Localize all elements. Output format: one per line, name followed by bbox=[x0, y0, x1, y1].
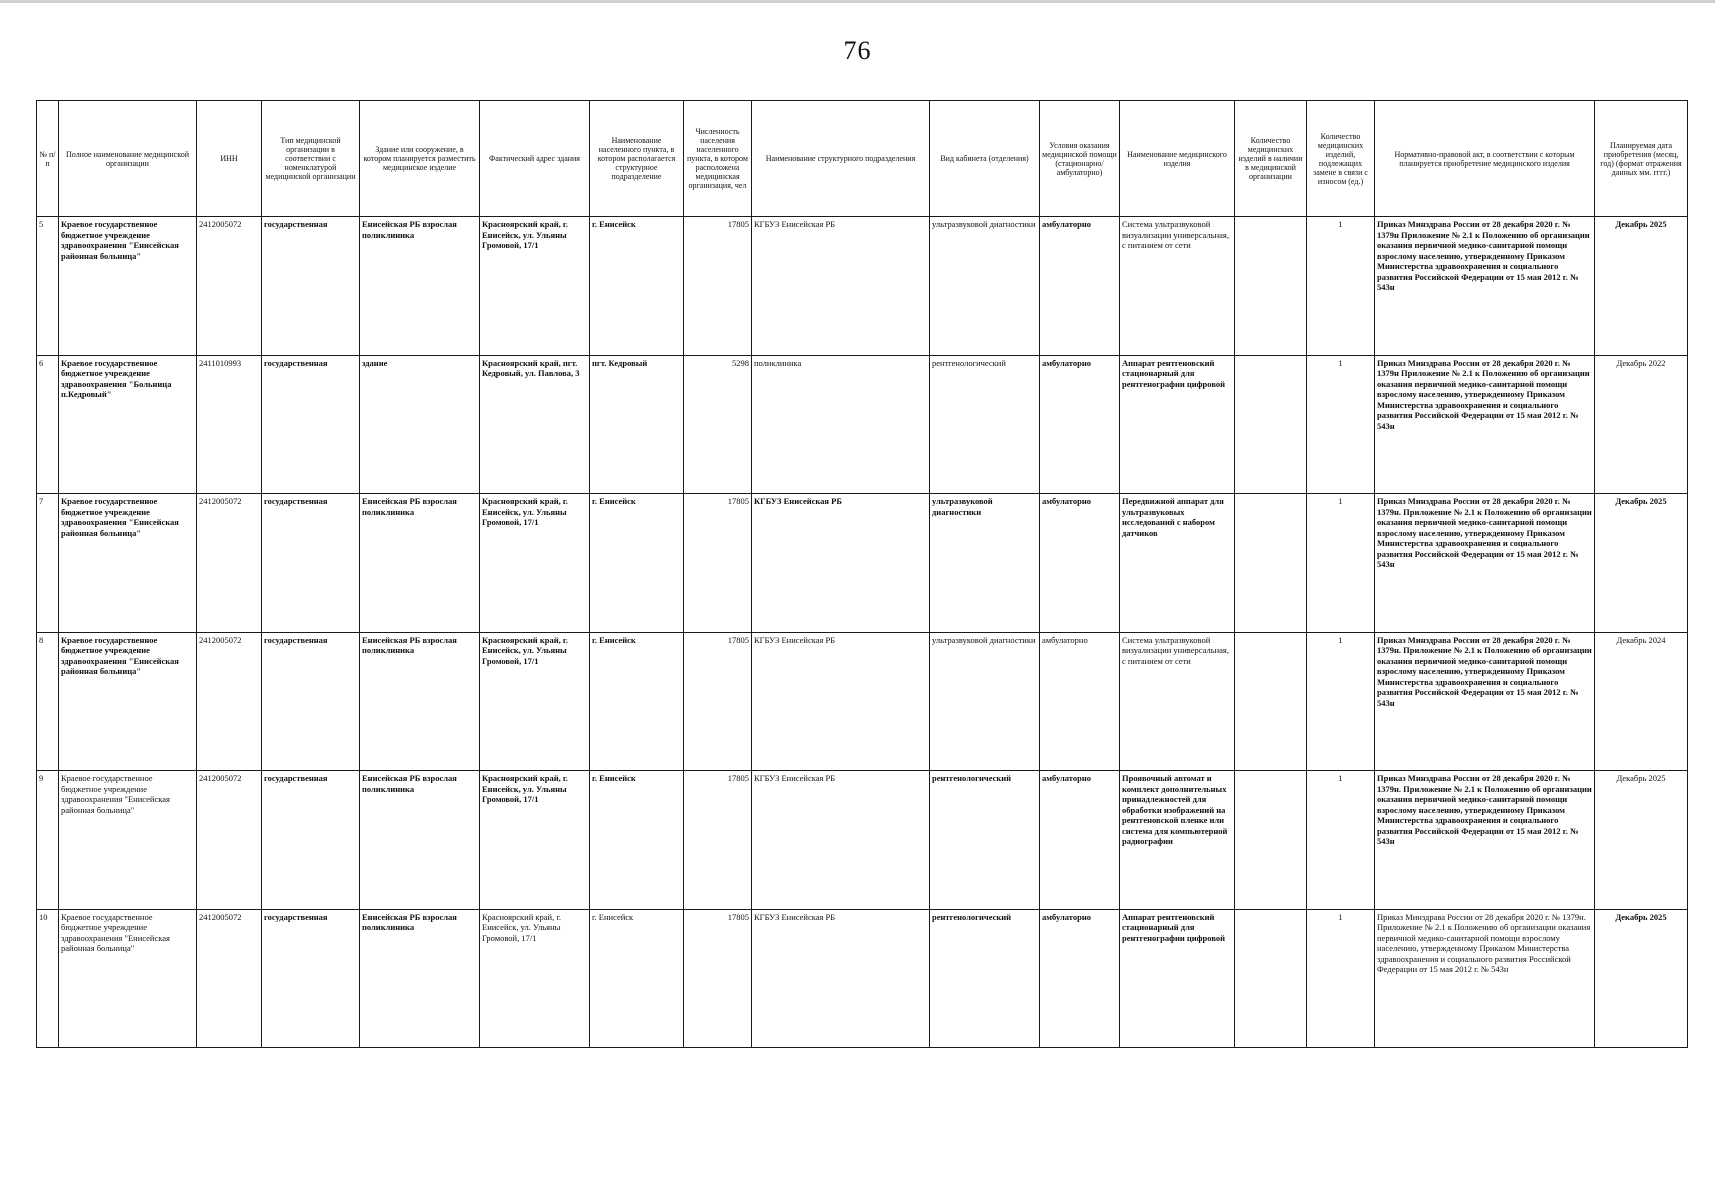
row-num: 10 bbox=[37, 909, 59, 1048]
row-date: Декабрь 2025 bbox=[1595, 217, 1688, 356]
row-building: Енисейская РБ взрослая поликлиника bbox=[360, 494, 480, 633]
row-address: Красноярский край, г. Енисейск, ул. Ульяны Громовой, 17/1 bbox=[480, 909, 590, 1048]
row-address: Красноярский край, г. Енисейск, ул. Ульяны Громовой, 17/1 bbox=[480, 217, 590, 356]
row-type: государственная bbox=[262, 632, 360, 771]
row-address: Красноярский край, г. Енисейск, ул. Ульяны Громовой, 17/1 bbox=[480, 632, 590, 771]
row-locality: г. Енисейск bbox=[590, 632, 684, 771]
header-num: № п/п bbox=[37, 101, 59, 217]
row-cabinet: ультразвуковой диагностики bbox=[930, 494, 1040, 633]
table-row bbox=[37, 632, 1688, 771]
header-device: Наименование медицинского изделия bbox=[1120, 101, 1235, 217]
row-date: Декабрь 2022 bbox=[1595, 355, 1688, 494]
page-number: 76 bbox=[843, 36, 872, 65]
row-replace: 1 bbox=[1307, 632, 1375, 771]
row-inn: 2412005072 bbox=[197, 632, 262, 771]
row-locality: г. Енисейск bbox=[590, 494, 684, 633]
row-population: 17805 bbox=[684, 632, 752, 771]
row-building: здание bbox=[360, 355, 480, 494]
row-building: Енисейская РБ взрослая поликлиника bbox=[360, 909, 480, 1048]
row-conditions: амбулаторно bbox=[1040, 632, 1120, 771]
row-num: 8 bbox=[37, 632, 59, 771]
row-act: Приказ Минздрава России от 28 декабря 2020 г. № 1379н Приложение № 2.1 к Положению об организации оказания первичной медико-санитарной помощи взрослому населению, утвержденному Приказом Министерства здравоохранения и социального развития Российской Федерации от 15 мая 2012 г. № 543н bbox=[1375, 355, 1595, 494]
row-num: 9 bbox=[37, 771, 59, 910]
row-population: 5298 bbox=[684, 355, 752, 494]
row-inn: 2411010993 bbox=[197, 355, 262, 494]
row-org: Краевое государственное бюджетное учреждение здравоохранения "Енисейская районная больница" bbox=[59, 494, 197, 633]
header-available: Количество медицинских изделий в наличии в медицинской организации bbox=[1235, 101, 1307, 217]
row-act: Приказ Минздрава России от 28 декабря 2020 г. № 1379н. Приложение № 2.1 к Положению об организации оказания первичной медико-санитарной помощи взрослому населению, утвержденному Приказом Министерства здравоохранения и социального развития Российской Федерации от 15 мая 2012 г. № 543н bbox=[1375, 494, 1595, 633]
row-act: Приказ Минздрава России от 28 декабря 2020 г. № 1379н. Приложение № 2.1 к Положению об организации оказания первичной медико-санитарной помощи взрослому населению, утвержденному Приказом Министерства здравоохранения и социального развития Российской Федерации от 15 мая 2012 г. № 543н bbox=[1375, 909, 1595, 1048]
row-date: Декабрь 2025 bbox=[1595, 909, 1688, 1048]
row-device: Передвижной аппарат для ультразвуковых исследований с набором датчиков bbox=[1120, 494, 1235, 633]
row-unit: КГБУЗ Енисейская РБ bbox=[752, 771, 930, 910]
medical-equipment-table bbox=[36, 100, 1688, 1048]
row-type: государственная bbox=[262, 771, 360, 910]
row-conditions: амбулаторно bbox=[1040, 909, 1120, 1048]
row-conditions: амбулаторно bbox=[1040, 217, 1120, 356]
row-building: Енисейская РБ взрослая поликлиника bbox=[360, 217, 480, 356]
scan-edge bbox=[0, 0, 1715, 3]
row-conditions: амбулаторно bbox=[1040, 355, 1120, 494]
row-date: Декабрь 2025 bbox=[1595, 771, 1688, 910]
header-cabinet: Вид кабинета (отделения) bbox=[930, 101, 1040, 217]
row-replace: 1 bbox=[1307, 909, 1375, 1048]
row-inn: 2412005072 bbox=[197, 494, 262, 633]
row-locality: г. Енисейск bbox=[590, 909, 684, 1048]
row-locality: пгт. Кедровый bbox=[590, 355, 684, 494]
row-available bbox=[1235, 355, 1307, 494]
row-type: государственная bbox=[262, 494, 360, 633]
row-conditions: амбулаторно bbox=[1040, 494, 1120, 633]
row-population: 17805 bbox=[684, 909, 752, 1048]
row-org: Краевое государственное бюджетное учреждение здравоохранения "Енисейская районная больница" bbox=[59, 771, 197, 910]
row-act: Приказ Минздрава России от 28 декабря 2020 г. № 1379н. Приложение № 2.1 к Положению об организации оказания первичной медико-санитарной помощи взрослому населению, утвержденному Приказом Министерства здравоохранения и социального развития Российской Федерации от 15 мая 2012 г. № 543н bbox=[1375, 632, 1595, 771]
row-act: Приказ Минздрава России от 28 декабря 2020 г. № 1379н. Приложение № 2.1 к Положению об организации оказания первичной медико-санитарной помощи взрослому населению, утвержденному Приказом Министерства здравоохранения и социального развития Российской Федерации от 15 мая 2012 г. № 543н bbox=[1375, 771, 1595, 910]
header-address: Фактический адрес здания bbox=[480, 101, 590, 217]
row-date: Декабрь 2025 bbox=[1595, 494, 1688, 633]
row-unit: КГБУЗ Енисейская РБ bbox=[752, 494, 930, 633]
header-locality: Наименование населенного пункта, в котором располагается структурное подразделение bbox=[590, 101, 684, 217]
row-num: 6 bbox=[37, 355, 59, 494]
header-population: Численность населения населенного пункта, в котором расположена медицинская организация, чел bbox=[684, 101, 752, 217]
row-cabinet: рентгенологический bbox=[930, 909, 1040, 1048]
row-unit: КГБУЗ Енисейская РБ bbox=[752, 217, 930, 356]
row-population: 17805 bbox=[684, 771, 752, 910]
row-org: Краевое государственное бюджетное учреждение здравоохранения "Енисейская районная больница" bbox=[59, 632, 197, 771]
row-replace: 1 bbox=[1307, 494, 1375, 633]
row-address: Красноярский край, г. Енисейск, ул. Ульяны Громовой, 17/1 bbox=[480, 494, 590, 633]
header-org: Полное наименование медицинской организации bbox=[59, 101, 197, 217]
table-row bbox=[37, 771, 1688, 910]
row-unit: поликлиника bbox=[752, 355, 930, 494]
row-type: государственная bbox=[262, 355, 360, 494]
row-unit: КГБУЗ Енисейская РБ bbox=[752, 632, 930, 771]
row-num: 5 bbox=[37, 217, 59, 356]
row-device: Аппарат рентгеновский стационарный для рентгенографии цифровой bbox=[1120, 909, 1235, 1048]
row-num: 7 bbox=[37, 494, 59, 633]
row-building: Енисейская РБ взрослая поликлиника bbox=[360, 632, 480, 771]
table-header-row bbox=[37, 101, 1688, 217]
table-row bbox=[37, 217, 1688, 356]
row-population: 17805 bbox=[684, 217, 752, 356]
row-locality: г. Енисейск bbox=[590, 217, 684, 356]
row-available bbox=[1235, 909, 1307, 1048]
table-row bbox=[37, 909, 1688, 1048]
header-conditions: Условия оказания медицинской помощи (стационарно/амбулаторно) bbox=[1040, 101, 1120, 217]
row-inn: 2412005072 bbox=[197, 909, 262, 1048]
row-conditions: амбулаторно bbox=[1040, 771, 1120, 910]
row-available bbox=[1235, 632, 1307, 771]
header-inn: ИНН bbox=[197, 101, 262, 217]
header-building: Здание или сооружение, в котором планируется разместить медицинское изделие bbox=[360, 101, 480, 217]
row-act: Приказ Минздрава России от 28 декабря 2020 г. № 1379н Приложение № 2.1 к Положению об организации оказания первичной медико-санитарной помощи взрослому населению, утвержденному Приказом Министерства здравоохранения и социального развития Российской Федерации от 15 мая 2012 г. № 543н bbox=[1375, 217, 1595, 356]
row-type: государственная bbox=[262, 909, 360, 1048]
table-row bbox=[37, 355, 1688, 494]
row-cabinet: ультразвуковой диагностики bbox=[930, 217, 1040, 356]
row-org: Краевое государственное бюджетное учреждение здравоохранения "Больница п.Кедровый" bbox=[59, 355, 197, 494]
row-locality: г. Енисейск bbox=[590, 771, 684, 910]
row-device: Система ультразвуковой визуализации универсальная, с питанием от сети bbox=[1120, 632, 1235, 771]
row-cabinet: ультразвуковой диагностики bbox=[930, 632, 1040, 771]
header-type: Тип медицинской организации в соответствии с номенклатурой медицинской организации bbox=[262, 101, 360, 217]
row-replace: 1 bbox=[1307, 355, 1375, 494]
table-row bbox=[37, 494, 1688, 633]
row-address: Красноярский край, г. Енисейск, ул. Ульяны Громовой, 17/1 bbox=[480, 771, 590, 910]
row-cabinet: рентгенологический bbox=[930, 355, 1040, 494]
row-available bbox=[1235, 217, 1307, 356]
row-replace: 1 bbox=[1307, 217, 1375, 356]
row-inn: 2412005072 bbox=[197, 217, 262, 356]
header-unit: Наименование структурного подразделения bbox=[752, 101, 930, 217]
header-date: Планируемая дата приобретения (месяц, год) (формат отражения данных мм. гггг.) bbox=[1595, 101, 1688, 217]
header-replace: Количество медицинских изделий, подлежащих замене в связи с износом (ед.) bbox=[1307, 101, 1375, 217]
row-device: Аппарат рентгеновский стационарный для рентгенографии цифровой bbox=[1120, 355, 1235, 494]
row-org: Краевое государственное бюджетное учреждение здравоохранения "Енисейская районная больница" bbox=[59, 909, 197, 1048]
row-inn: 2412005072 bbox=[197, 771, 262, 910]
row-replace: 1 bbox=[1307, 771, 1375, 910]
row-available bbox=[1235, 771, 1307, 910]
row-building: Енисейская РБ взрослая поликлиника bbox=[360, 771, 480, 910]
row-date: Декабрь 2024 bbox=[1595, 632, 1688, 771]
row-address: Красноярский край, пгт. Кедровый, ул. Павлова, 3 bbox=[480, 355, 590, 494]
row-available bbox=[1235, 494, 1307, 633]
row-unit: КГБУЗ Енисейская РБ bbox=[752, 909, 930, 1048]
row-device: Система ультразвуковой визуализации универсальная, с питанием от сети bbox=[1120, 217, 1235, 356]
row-cabinet: рентгенологический bbox=[930, 771, 1040, 910]
row-org: Краевое государственное бюджетное учреждение здравоохранения "Енисейская районная больница" bbox=[59, 217, 197, 356]
header-act: Нормативно-правовой акт, в соответствии с которым планируется приобретение медицинского изделия bbox=[1375, 101, 1595, 217]
row-device: Проявочный автомат и комплект дополнительных принадлежностей для обработки изображений на рентгеновской пленке или система для компьютерной радиографии bbox=[1120, 771, 1235, 910]
row-type: государственная bbox=[262, 217, 360, 356]
row-population: 17805 bbox=[684, 494, 752, 633]
